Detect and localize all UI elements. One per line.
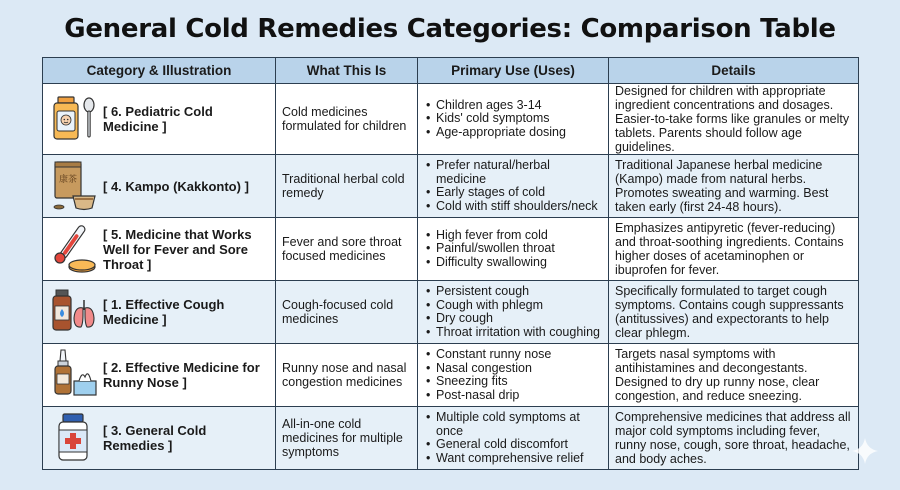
what-cell: All-in-one cold medicines for multiple symptoms	[276, 407, 418, 470]
uses-list	[424, 285, 602, 339]
medicine-bottle-icon	[49, 410, 99, 466]
table-row	[43, 155, 859, 218]
category-label: [ 2. Effective Medicine for Runny Nose ]	[103, 360, 260, 390]
list-item: • High fever from cold	[436, 229, 602, 243]
page-title: General Cold Remedies Categories: Comparison Table	[64, 14, 836, 44]
what-cell: Fever and sore throat focused medicines	[276, 218, 418, 281]
list-item: • Children ages 3-14	[436, 99, 602, 113]
header-what: What This Is	[276, 58, 418, 84]
list-item: • Post-nasal drip	[436, 389, 602, 403]
what-cell: Runny nose and nasal congestion medicines	[276, 344, 418, 407]
category-label: [ 4. Kampo (Kakkonto) ]	[103, 178, 249, 194]
details-cell: Specifically formulated to target cough symptoms. Contains cough suppressants (antitussives) and expectorants to help clear phlegm.	[609, 281, 859, 344]
category-label: [ 6. Pediatric Cold Medicine ]	[103, 104, 213, 134]
what-cell: Cough-focused cold medicines	[276, 281, 418, 344]
list-item: • Cold with stiff shoulders/neck	[436, 200, 602, 214]
list-item: • Persistent cough	[436, 285, 602, 299]
list-item: • Want comprehensive relief	[436, 452, 602, 466]
sparkle-icon	[850, 436, 880, 466]
header-category: Category & Illustration	[43, 58, 276, 84]
table-row	[43, 218, 859, 281]
details-cell: Designed for children with appropriate ingredient concentrations and dosages. Easier-to-take forms like granules or melty tablets. Parents should follow age guidelines.	[609, 84, 859, 155]
thermometer-icon	[49, 221, 99, 277]
list-item: • Age-appropriate dosing	[436, 126, 602, 140]
list-item: • Painful/swollen throat	[436, 242, 602, 256]
what-cell: Traditional herbal cold remedy	[276, 155, 418, 218]
pediatric-medicine-icon	[49, 91, 99, 147]
kampo-tea-icon	[49, 158, 99, 214]
list-item: • General cold discomfort	[436, 438, 602, 452]
details-cell: Emphasizes antipyretic (fever-reducing) and throat-soothing ingredients. Contains higher doses of acetaminophen or ibuprofen for fever.	[609, 218, 859, 281]
list-item: • Nasal congestion	[436, 362, 602, 376]
uses-list	[424, 348, 602, 402]
header-uses: Primary Use (Uses)	[418, 58, 609, 84]
kampo-package-text: 康茶	[58, 175, 78, 185]
uses-list	[424, 411, 602, 465]
uses-list	[424, 229, 602, 270]
list-item: • Constant runny nose	[436, 348, 602, 362]
details-cell: Traditional Japanese herbal medicine (Kampo) made from natural herbs. Promotes sweating and warming. Best taken early (first 24-48 hours).	[609, 155, 859, 218]
category-label: [ 5. Medicine that Works Well for Fever and Sore Throat ]	[103, 226, 252, 272]
list-item: • Multiple cold symptoms at once	[436, 411, 602, 438]
table-header-row	[43, 58, 859, 84]
uses-list	[424, 159, 602, 213]
details-cell: Comprehensive medicines that address all major cold symptoms including fever, runny nose, cough, sore throat, headache, and body aches.	[609, 407, 859, 470]
uses-list	[424, 99, 602, 140]
details-cell: Targets nasal symptoms with antihistamines and decongestants. Designed to dry up runny nose, clear congestion, and reduce sneezing.	[609, 344, 859, 407]
table-row	[43, 281, 859, 344]
list-item: • Kids' cold symptoms	[436, 112, 602, 126]
list-item: • Throat irritation with coughing	[436, 326, 602, 340]
what-cell: Cold medicines formulated for children	[276, 84, 418, 155]
category-label: [ 3. General Cold Remedies ]	[103, 423, 207, 453]
cough-syrup-lungs-icon	[49, 284, 99, 340]
comparison-table	[42, 57, 859, 470]
list-item: • Difficulty swallowing	[436, 256, 602, 270]
header-details: Details	[609, 58, 859, 84]
list-item: • Prefer natural/herbal medicine	[436, 159, 602, 186]
list-item: • Dry cough	[436, 312, 602, 326]
list-item: • Cough with phlegm	[436, 299, 602, 313]
table-row	[43, 84, 859, 155]
category-label: [ 1. Effective Cough Medicine ]	[103, 297, 225, 327]
table-row	[43, 344, 859, 407]
list-item: • Early stages of cold	[436, 186, 602, 200]
table-row	[43, 407, 859, 470]
nasal-spray-tissue-icon	[49, 347, 99, 403]
list-item: • Sneezing fits	[436, 375, 602, 389]
